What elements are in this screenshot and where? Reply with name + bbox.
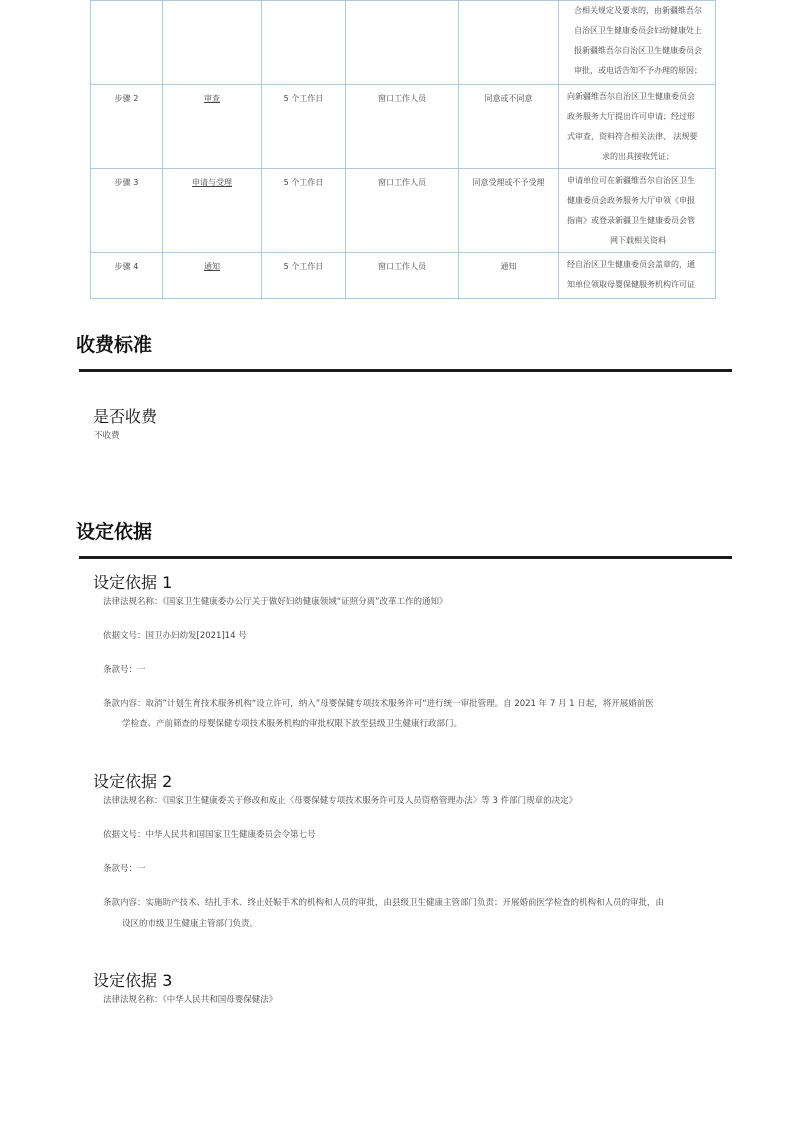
time-cell: 5 个工作日 <box>262 85 346 169</box>
basis-law-name: 法律法规名称：《国家卫生健康委关于修改和废止〈母婴保健专项技术服务许可及人员资格管理办法〉等 3 件部门规章的决定》 <box>103 796 578 806</box>
step-cell: 步骤 3 <box>91 169 163 253</box>
desc-line: 求的出具接收凭证； <box>602 152 674 161</box>
result-cell: 通知 <box>459 253 559 299</box>
desc-line: 申请单位可在新疆维吾尔自治区卫生 <box>567 176 695 185</box>
basis-law-name: 法律法规名称：《中华人民共和国母婴保健法》 <box>103 995 278 1005</box>
step-link[interactable]: 申请与受理 <box>163 169 262 253</box>
desc-cell <box>559 253 716 299</box>
link-cell <box>163 1 262 85</box>
desc-cell <box>559 1 716 85</box>
desc-cell <box>559 85 716 169</box>
step-link[interactable]: 审查 <box>163 85 262 169</box>
result-cell: 同意或不同意 <box>459 85 559 169</box>
desc-line: 报新疆维吾尔自治区卫生健康委员会 <box>574 46 702 55</box>
fee-sub-title: 是否收费 <box>93 407 158 426</box>
process-table <box>90 0 716 299</box>
step-cell <box>91 1 163 85</box>
basis-content-cont: 学检查、产前筛查的母婴保健专项技术服务机构的审批权限下放至县级卫生健康行政部门。 <box>122 719 463 729</box>
step-link[interactable]: 通知 <box>163 253 262 299</box>
table-row <box>91 1 716 85</box>
basis-heading: 设定依据 2 <box>93 772 173 791</box>
section-divider <box>79 369 732 372</box>
basis-heading: 设定依据 3 <box>93 971 173 990</box>
basis-doc-no: 依据文号：中华人民共和国国家卫生健康委员会令第七号 <box>103 830 316 840</box>
desc-line: 合相关规定及要求的，由新疆维吾尔 <box>574 6 702 15</box>
handler-cell: 窗口工作人员 <box>346 85 459 169</box>
time-cell: 5 个工作日 <box>262 253 346 299</box>
desc-line: 指南》或登录新疆卫生健康委员会管 <box>567 216 695 225</box>
section-divider <box>79 556 732 559</box>
handler-cell <box>346 1 459 85</box>
desc-line: 式审查，资料符合相关法律、 法规要 <box>567 132 698 141</box>
desc-line: 健康委员会政务服务大厅申领《申报 <box>567 196 695 205</box>
basis-clause-no: 条款号：一 <box>103 864 146 874</box>
basis-content-cont: 设区的市级卫生健康主管部门负责。 <box>122 919 259 929</box>
basis-content: 条款内容：实施助产技术、结扎手术、终止妊娠手术的机构和人员的审批，由县级卫生健康主管部门负责；开展婚前医学检查的机构和人员的审批，由 <box>103 898 665 908</box>
table-row <box>91 169 716 253</box>
desc-line: 审批，或电话告知不予办理的原因； <box>574 66 702 75</box>
basis-clause-no: 条款号：一 <box>103 665 146 675</box>
handler-cell: 窗口工作人员 <box>346 169 459 253</box>
fee-section-title: 收费标准 <box>76 334 153 356</box>
desc-line: 政务服务大厅提出许可申请；经过形 <box>567 112 695 121</box>
result-cell <box>459 1 559 85</box>
desc-line: 网下载相关资料 <box>610 236 666 245</box>
step-cell: 步骤 4 <box>91 253 163 299</box>
desc-line: 自治区卫生健康委员会妇幼健康处上 <box>574 26 702 35</box>
step-cell: 步骤 2 <box>91 85 163 169</box>
table-row <box>91 253 716 299</box>
basis-heading: 设定依据 1 <box>93 573 173 592</box>
basis-doc-no: 依据文号：国卫办妇幼发[2021]14 号 <box>103 631 247 641</box>
basis-law-name: 法律法规名称：《国家卫生健康委办公厅关于做好妇幼健康领域“证照分离”改革工作的通知》 <box>103 597 448 607</box>
desc-line: 向新疆维吾尔自治区卫生健康委员会 <box>567 92 695 101</box>
result-cell: 同意受理或不予受理 <box>459 169 559 253</box>
fee-value: 不收费 <box>94 431 120 441</box>
time-cell <box>262 1 346 85</box>
desc-cell <box>559 169 716 253</box>
handler-cell: 窗口工作人员 <box>346 253 459 299</box>
basis-section-title: 设定依据 <box>76 521 153 543</box>
desc-line: 知单位领取母婴保健服务机构许可证 <box>567 280 695 289</box>
table-row <box>91 85 716 169</box>
basis-content: 条款内容：取消”计划生育技术服务机构“设立许可，纳入”母婴保健专项技术服务许可“进行统一审批管理。自 2021 年 7 月 1 日起，将开展婚前医 <box>103 699 654 709</box>
time-cell: 5 个工作日 <box>262 169 346 253</box>
desc-line: 经自治区卫生健康委员会盖章的，通 <box>567 260 695 269</box>
